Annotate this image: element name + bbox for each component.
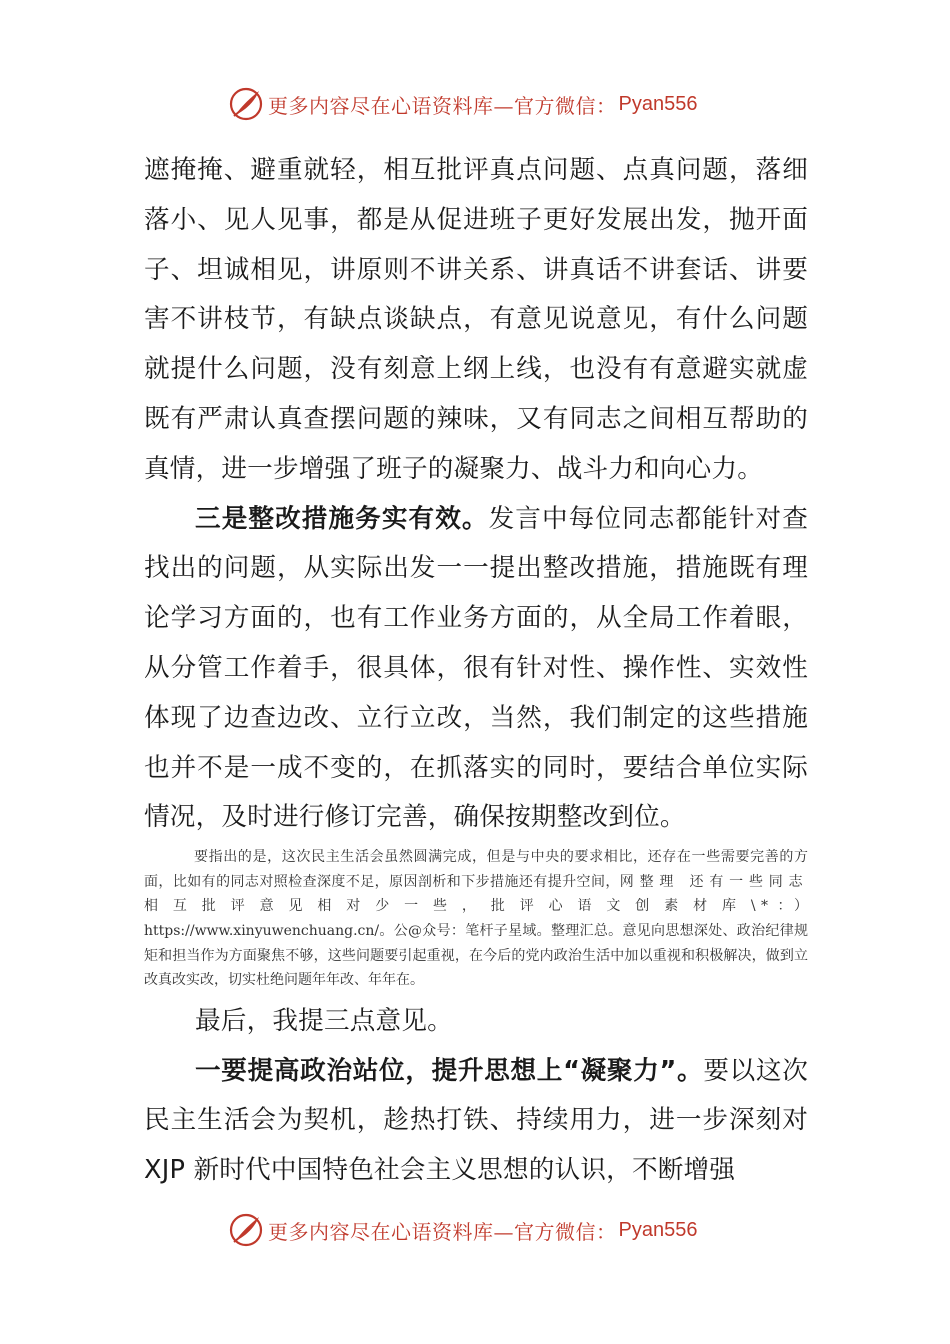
paragraph-2-text: 发言中每位同志都能针对查找出的问题，从实际出发一一提出整改措施，措施既有理论学习方面的，也有工作业务方面的，从全局工作着眼，从分管工作着手，很具体，很有针对性、操作性、实效性体现了边查边改、立行立改，当然，我们制定的这些措施也并不是一成不变的，在抓落实的同时，要结合单位实际情况，及时进行修订完善，确保按期整改到位。 [144,503,809,833]
footer-banner [228,1210,748,1250]
wechat-id: Pyan556 [618,1218,698,1241]
paragraph-4-text: 要以这次民主生活会为契机，趁热打铁、持续用力，进一步深刻对 XJP 新时代中国特色社会主义思想的认识，不断增强 [144,1055,808,1186]
quill-pen-logo-icon [228,86,264,122]
inserted-note [144,845,808,993]
banner-text: 更多内容尽在心语资料库—官方微信： [268,93,617,118]
inserted-note-a: 要指出的是，这次民主生活会虽然圆满完成，但是与中央的要求相比，还存在一些需要完善的方面，比如有的同志对照检查深度不足，原因剖析和下步措施还有提升空间， [144,849,808,890]
paragraph-2-heading: 三是整改措施务实有效。 [195,503,489,534]
banner-text: 更多内容尽在心语资料库—官方微信： [268,1219,617,1244]
paragraph-4-heading: 一要提高政治站位，提升思想上“凝聚力”。 [195,1055,704,1086]
inserted-note-b: 网整理 还有一些同志相互批评意见相对少一些，批评心语文创素材库\ [144,873,809,915]
wechat-id: Pyan556 [618,92,698,115]
paragraph-4 [144,1047,808,1196]
quill-pen-logo-icon [228,1212,264,1248]
paragraph-3: 最后，我提三点意见。 [195,1005,453,1036]
paragraph-1: 遮掩掩、避重就轻，相互批评真点问题、点真问题，落细落小、见人见事，都是从促进班子更好发展出发，抛开面子、坦诚相见，讲原则不讲关系、讲真话不讲套话、讲要害不讲枝节，有缺点谈缺点，有意见说意见，有什么问题就提什么问题，没有刻意上纲上线，也没有有意避实就虚既有严肃认真查摆问题的辣味，又有同志之间相互帮助的真情，进一步增强了班子的凝聚力、战斗力和向心力。 [144,155,808,484]
paragraph-2 [144,495,808,844]
inserted-note-c: *：）https://www.xinyuwenchuang.cn/。公@众号：笔杆子星域。整理汇总。意见向思想深处、政治纪律规矩和担当作为方面聚焦不够，这些问题要引起重视，在今后的党内政治生活中加以重视和积极解决，做到立改真改实改，切实杜绝问题年年改、年年在。 [144,898,809,989]
document-body [144,146,808,1196]
header-banner [228,84,748,124]
